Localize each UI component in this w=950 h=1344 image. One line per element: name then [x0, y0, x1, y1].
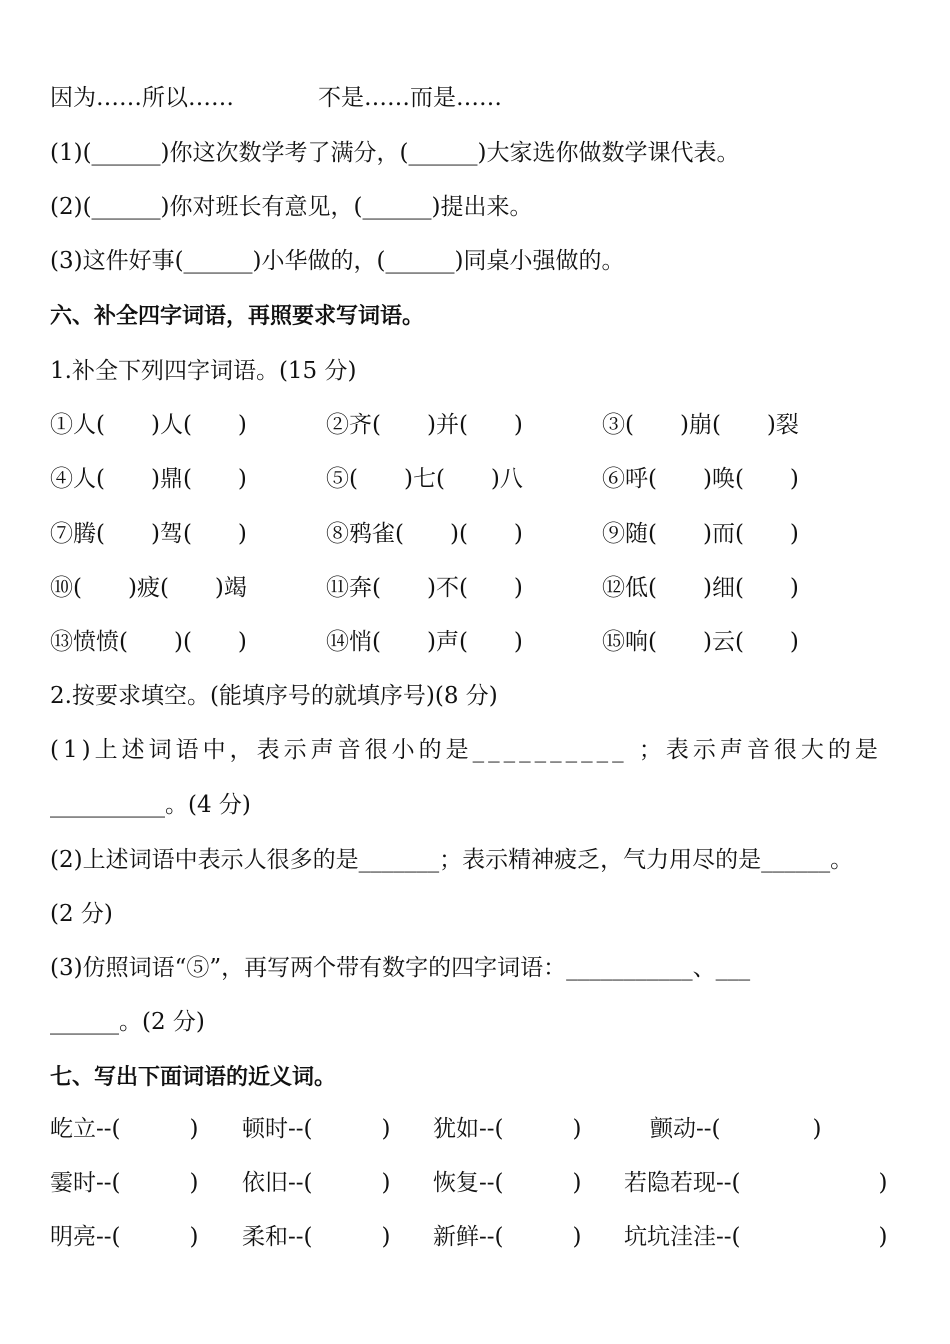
- conj-item-2: (2)(______)你对班长有意见，(______)提出来。: [50, 194, 533, 220]
- synonym-item: 颤动--( ): [650, 1116, 822, 1142]
- word-item: ⑦腾( )驾( ): [50, 521, 247, 547]
- word-item: ⑭悄( )声( ): [326, 629, 523, 655]
- synonym-item: 新鲜--( ): [433, 1224, 582, 1250]
- conj-item-1: (1)(______)你这次数学考了满分，(______)大家选你做数学课代表。: [50, 140, 740, 166]
- synonym-item: 霎时--( ): [50, 1170, 199, 1196]
- q2-1-line-a: (1)上述词语中，表示声音很小的是__________ ；表示声音很大的是: [50, 737, 882, 763]
- synonym-item: 犹如--( ): [433, 1116, 582, 1142]
- word-item: ②齐( )并( ): [326, 412, 523, 438]
- q2-3-line-b: ______。(2 分): [50, 1009, 205, 1035]
- word-item: ⑬愤愤( )( ): [50, 629, 247, 655]
- word-item: ⑧鸦雀( )( ): [326, 521, 523, 547]
- synonym-item: 屹立--( ): [50, 1116, 199, 1142]
- section7-title: 七、写出下面词语的近义词。: [50, 1065, 337, 1090]
- word-item: ⑪奔( )不( ): [326, 575, 523, 601]
- word-item: ⑩( )疲( )竭: [50, 575, 247, 601]
- synonym-item: 坑坑洼洼--( ): [624, 1224, 888, 1250]
- section6-q1: 1.补全下列四字词语。(15 分): [50, 358, 357, 384]
- q2-1-line-b: __________。(4 分): [50, 792, 251, 818]
- synonym-item: 依旧--( ): [242, 1170, 391, 1196]
- synonym-item: 明亮--( ): [50, 1224, 199, 1250]
- synonym-item: 若隐若现--( ): [624, 1170, 888, 1196]
- synonym-item: 柔和--( ): [242, 1224, 391, 1250]
- word-item: ⑥呼( )唤( ): [602, 466, 799, 492]
- conj-option-a: 因为……所以……: [50, 85, 234, 111]
- synonym-item: 恢复--( ): [433, 1170, 582, 1196]
- word-item: ④人( )鼎( ): [50, 466, 247, 492]
- word-item: ①人( )人( ): [50, 412, 247, 438]
- q2-3-line-a: (3)仿照词语“⑤”，再写两个带有数字的四字词语：___________、___: [50, 955, 751, 981]
- word-item: ⑫低( )细( ): [602, 575, 799, 601]
- section6-title: 六、补全四字词语，再照要求写词语。: [50, 304, 425, 329]
- conj-item-3: (3)这件好事(______)小华做的，(______)同桌小强做的。: [50, 248, 625, 274]
- word-item: ③( )崩( )裂: [602, 412, 799, 438]
- synonym-item: 顿时--( ): [242, 1116, 391, 1142]
- word-item: ⑤( )七( )八: [326, 466, 523, 492]
- q2-2-line-a: (2)上述词语中表示人很多的是_______；表示精神疲乏，气力用尽的是______。: [50, 847, 854, 873]
- q2-2-line-b: (2 分): [50, 901, 113, 927]
- word-item: ⑮响( )云( ): [602, 629, 799, 655]
- word-item: ⑨随( )而( ): [602, 521, 799, 547]
- conj-option-b: 不是……而是……: [318, 85, 502, 111]
- section6-q2: 2.按要求填空。(能填序号的就填序号)(8 分): [50, 683, 498, 709]
